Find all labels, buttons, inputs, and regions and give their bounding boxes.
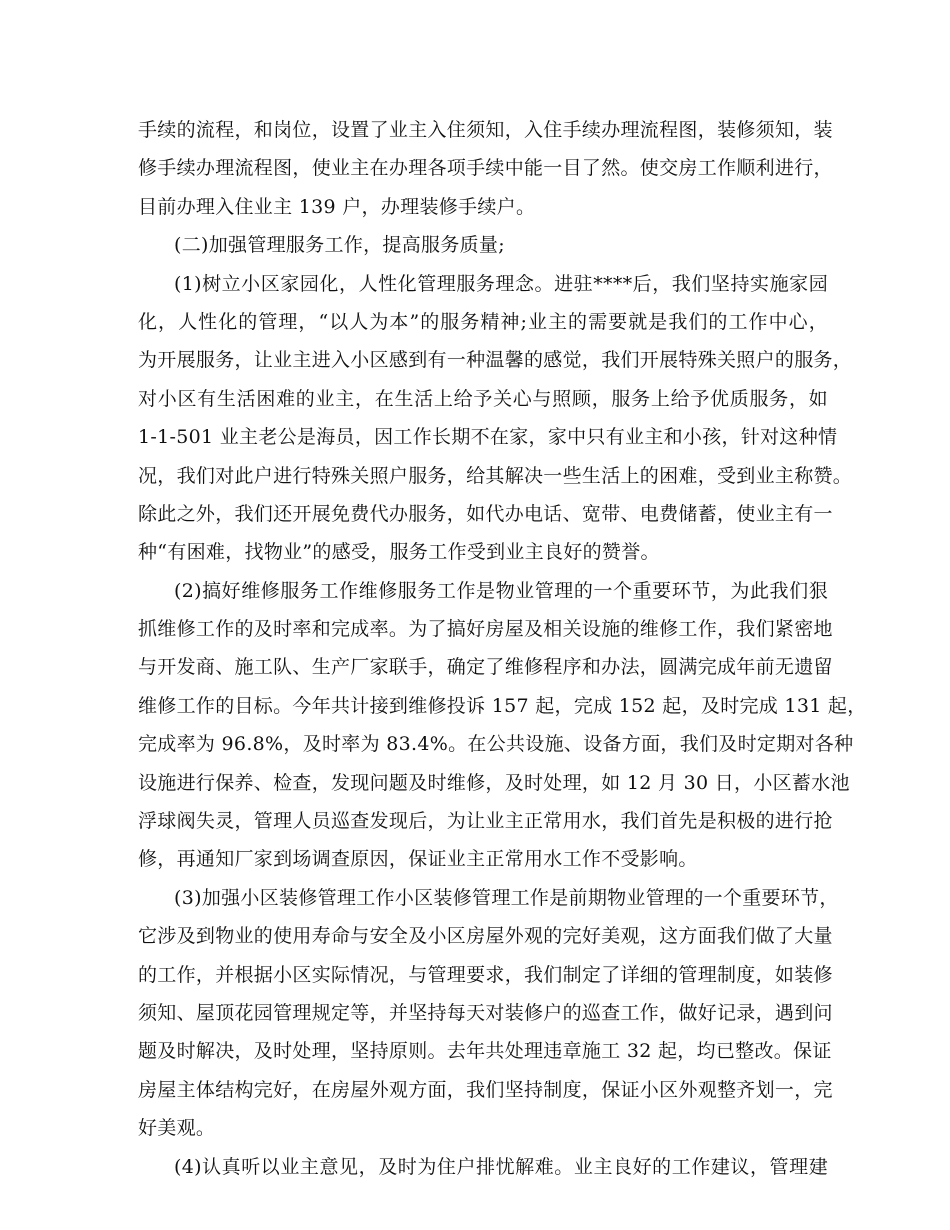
text-line: 手续的流程，和岗位，设置了业主入住须知，入住手续办理流程图，装修须知，装 xyxy=(138,119,833,141)
text-line: 浮球阀失灵，管理人员巡查发现后，为让业主正常用水，我们首先是积极的进行抢 xyxy=(138,810,833,833)
text-line: 修，再通知厂家到场调查原因，保证业主正常用水工作不受影响。 xyxy=(138,848,698,871)
text-line: 修手续办理流程图，使业主在办理各项手续中能一目了然。使交房工作顺利进行， xyxy=(138,157,833,180)
document-body xyxy=(138,111,867,1186)
text-line: 设施进行保养、检查，发现问题及时维修，及时处理，如 12 月 30 日，小区蓄水池 xyxy=(138,771,850,794)
section-heading: (二)加强管理服务工作，提高服务质量; xyxy=(174,234,505,257)
text-line: 况，我们对此户进行特殊关照户服务，给其解决一些生活上的困难，受到业主称赞。 xyxy=(138,464,853,487)
text-line: 完成率为 96.8%，及时率为 83.4%。在公共设施、设备方面，我们及时定期对各种 xyxy=(138,733,854,756)
text-line: 题及时解决，及时处理，坚持原则。去年共处理违章施工 32 起，均已整改。保证 xyxy=(138,1040,832,1063)
text-line: 房屋主体结构完好，在房屋外观方面，我们坚持制度，保证小区外观整齐划一，完 xyxy=(138,1078,833,1101)
text-line: 1-1-501 业主老公是海员，因工作长期不在家，家中只有业主和小孩，针对这种情 xyxy=(138,426,838,449)
text-line: 除此之外，我们还开展免费代办服务，如代办电话、宽带、电费储蓄，使业主有一 xyxy=(138,502,833,525)
text-line: 与开发商、施工队、生产厂家联手，确定了维修程序和办法，圆满完成年前无遗留 xyxy=(138,656,833,679)
text-line: 好美观。 xyxy=(138,1117,216,1140)
text-line: 对小区有生活困难的业主，在生活上给予关心与照顾，服务上给予优质服务，如 xyxy=(138,387,828,410)
text-line: (3)加强小区装修管理工作小区装修管理工作是前期物业管理的一个重要环节， xyxy=(174,886,839,909)
text-line: 种“有困难，找物业”的感受，服务工作受到业主良好的赞誉。 xyxy=(138,541,660,564)
text-line: 须知、屋顶花园管理规定等，并坚持每天对装修户的巡查工作，做好记录，遇到问 xyxy=(138,1001,833,1024)
text-line: 目前办理入住业主 139 户，办理装修手续户。 xyxy=(138,195,536,218)
text-line: 维修工作的目标。今年共计接到维修投诉 157 起，完成 152 起，及时完成 131 起， xyxy=(138,694,867,717)
text-line: 抓维修工作的及时率和完成率。为了搞好房屋及相关设施的维修工作，我们紧密地 xyxy=(138,618,833,641)
text-line: (2)搞好维修服务工作维修服务工作是物业管理的一个重要环节，为此我们狠 xyxy=(174,579,828,602)
text-line: 化，人性化的管理，“以人为本”的服务精神;业主的需要就是我们的工作中心， xyxy=(138,310,828,333)
text-line: 为开展服务，让业主进入小区感到有一种温馨的感觉，我们开展特殊关照户的服务， xyxy=(138,349,853,372)
text-line: (4)认真听以业主意见，及时为住户排忧解难。业主良好的工作建议，管理建 xyxy=(174,1155,828,1178)
text-line: 它涉及到物业的使用寿命与安全及小区房屋外观的完好美观，这方面我们做了大量 xyxy=(138,925,833,948)
text-line: 的工作，并根据小区实际情况，与管理要求，我们制定了详细的管理制度，如装修 xyxy=(138,963,833,986)
text-line: (1)树立小区家园化，人性化管理服务理念。进驻****后，我们坚持实施家园 xyxy=(174,272,828,295)
